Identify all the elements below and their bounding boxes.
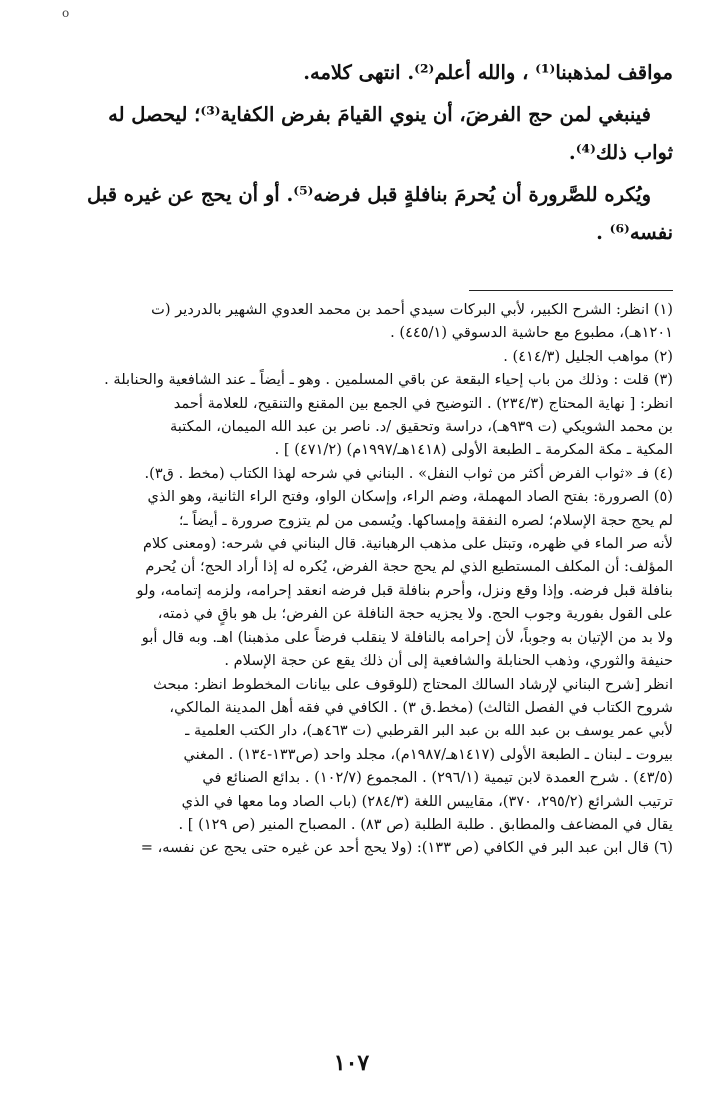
footnote-line: انظر [شرح البناني لإرشاد السالك المحتاج (للوقوف على بيانات المخطوط انظر: مبحث: [153, 675, 673, 693]
footnote-4: [25, 462, 673, 485]
text-line: فينبغي لمن حج الفرضَ، أن ينوي القيامَ بفرض الكفاية⁽³⁾؛ ليحصل له: [108, 103, 651, 126]
text-line: ثواب ذلك⁽⁴⁾.: [568, 141, 673, 164]
footnote-line: (٥) الصرورة: بفتح الصاد المهملة، وضم الراء، وإسكان الواو، وفتح الراء الثانية، وهو الذي: [147, 488, 673, 506]
text-line: مواقف لمذهبنا⁽¹⁾ ، والله أعلم⁽²⁾. انتهى كلامه.: [303, 61, 673, 84]
main-text: [30, 54, 673, 252]
footnote-line: المكية ـ مكة المكرمة ـ الطبعة الأولى (١٤١٨هـ/١٩٩٧م) (٤٧١/٢) ] .: [274, 441, 673, 459]
footnote-line: حنيفة والثوري، وذهب الحنابلة والشافعية إلى أن ذلك يقع عن حجة الإسلام .: [224, 652, 673, 670]
footnote-line: بيروت ـ لبنان ـ الطبعة الأولى (١٤١٧هـ/١٩٨٧م)، مجلد واحد (ص١٣٣-١٣٤) . المغني: [183, 745, 673, 763]
footnote-line: انظر: [ نهاية المحتاج (٢٣٤/٣) . التوضيح في الجمع بين المقنع والتنقيح، للعلامة أحمد: [173, 394, 673, 412]
footnote-line: ترتيب الشرائع (٢٩٥/٢، ٣٧٠)، مقاييس اللغة (٢٨٤/٣) (باب الصاد وما معها في الذي: [181, 792, 673, 810]
footnote-line: ١٢٠١هـ)، مطبوع مع حاشية الدسوقي (٤٤٥/١) .: [390, 324, 673, 342]
text-line: ويُكره للصَّرورة أن يُحرمَ بنافلةٍ قبل فرضه⁽⁵⁾. أو أن يحج عن غيره قبل: [87, 183, 651, 206]
footnote-6: [25, 836, 673, 859]
footnote-line: بن محمد الشويكي (ت ٩٣٩هـ)، دراسة وتحقيق /د. ناصر بن عبد الله الميمان، المكتبة: [169, 418, 673, 436]
corner-mark: o: [62, 6, 70, 20]
footnote-line: لأنه صر الماء في ظهره، وتبتل على مذهب الرهبانية. قال البناني في شرحه: (ومعنى كلام: [143, 535, 673, 553]
main-paragraph: [30, 54, 673, 92]
footnote-line: المؤلف: أن المكلف المستطيع الذي لم يحج حجة الفرض، يُكره له إذا أراد الحج؛ أن يُحرم: [145, 558, 673, 576]
main-paragraph: [30, 176, 673, 252]
text-line: نفسه⁽⁶⁾ .: [596, 221, 673, 244]
footnote-2: [25, 345, 673, 368]
footnote-line: (٣) قلت : وذلك من باب إحياء البقعة عن باقي المسلمين . وهو ـ أيضاً ـ عند الشافعية والحنابلة .: [104, 371, 673, 389]
main-paragraph: [30, 96, 673, 172]
footnote-line: لأبي عمر يوسف بن عبد الله بن عبد البر القرطبي (ت ٤٦٣هـ)، دار الكتب العلمية ـ: [185, 722, 673, 740]
footnote-line: يقال في المضاعف والمطابق . طلبة الطلبة (ص ٨٣) . المصباح المنير (ص ١٢٩) ] .: [178, 815, 673, 833]
footnote-line: شروح الكتاب في الفصل الثالث) (مخط.ق ٣) . الكافي في فقه أهل المدينة المالكي،: [169, 698, 673, 716]
footnote-1: [25, 298, 673, 345]
footnote-line: لم يحج حجة الإسلام؛ لصره النفقة وإمساكها. ويُسمى من لم يتزوج صرورة ـ أيضاً ـ؛: [178, 511, 673, 529]
footnote-line: (٦) قال ابن عبد البر في الكافي (ص ١٣٣): (ولا يحج أحد عن غيره حتى يحج عن نفسه، =: [140, 839, 673, 857]
footnote-5: [25, 485, 673, 836]
footnote-line: بنافلة قبل فرضه. وإذا وقع ونزل، وأحرم بنافلة قبل فرضه انعقد إحرامه، ولزمه إتمامه، ولو: [136, 581, 673, 599]
footnotes: [25, 298, 673, 860]
footnote-line: (١) انظر: الشرح الكبير، لأبي البركات سيدي أحمد بن محمد العدوي الشهير بالدردير (ت: [151, 301, 673, 318]
footnote-line: (٢) مواهب الجليل (٤١٤/٣) .: [503, 347, 673, 365]
footnote-line: (٤) فـ «ثواب الفرض أكثر من ثواب النفل» . البناني في شرحه لهذا الكتاب (مخط . ق٣).: [144, 464, 673, 482]
footnote-line: على القول بفورية وجوب الحج. ولا يجزيه حجة النافلة عن الفرض؛ بل هو باقٍ في ذمته،: [157, 605, 673, 623]
footnote-3: [25, 368, 673, 462]
footnote-line: (٤٣/٥) . شرح العمدة لابن تيمية (٢٩٦/١) . المجموع (١٠٢/٧) . بدائع الصنائع في: [202, 769, 673, 787]
footnote-line: ولا بد من الإتيان به وجوباً، لأن إحرامه بالنافلة لا ينقلب فرضاً على مذهبنا) اهـ. وبه قال أبو: [141, 628, 673, 646]
footnote-separator: [469, 290, 673, 291]
page-number: ١٠٧: [333, 1050, 370, 1076]
